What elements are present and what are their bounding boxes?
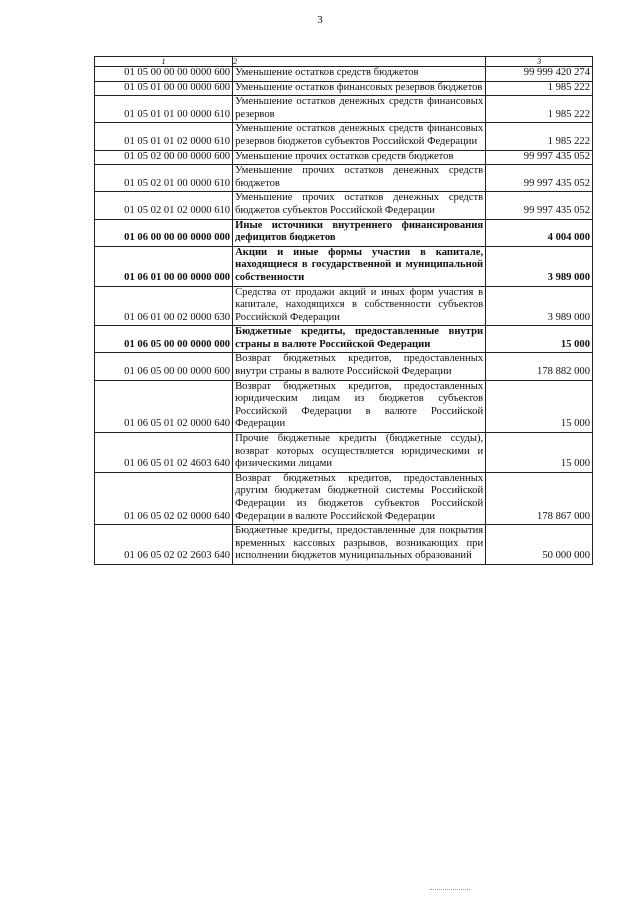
row-name: Бюджетные кредиты, предоставленные внутри страны в валюте Российской Федерации (233, 326, 486, 353)
row-name: Прочие бюджетные кредиты (бюджетные ссуды), возврат которых осуществляется юридическими и физическими лицами (233, 433, 486, 473)
row-name: Возврат бюджетных кредитов, предоставленных юридическим лицам из бюджетов субъектов Российской Федерации в валюте Российской Федерации (233, 380, 486, 432)
row-code: 01 05 02 01 02 0000 610 (95, 192, 233, 219)
row-code: 01 05 01 01 00 0000 610 (95, 96, 233, 123)
table-row (95, 81, 593, 96)
table-row (95, 326, 593, 353)
row-name: Уменьшение остатков средств бюджетов (233, 67, 486, 82)
row-amount: 178 867 000 (486, 472, 593, 524)
table-row (95, 472, 593, 524)
row-code: 01 06 05 01 02 0000 640 (95, 380, 233, 432)
table-row (95, 246, 593, 286)
row-amount: 99 997 435 052 (486, 165, 593, 192)
row-amount: 15 000 (486, 433, 593, 473)
table-row (95, 353, 593, 380)
row-amount: 15 000 (486, 326, 593, 353)
table-row (95, 96, 593, 123)
row-code: 01 06 01 00 02 0000 630 (95, 286, 233, 326)
row-code: 01 06 01 00 00 0000 000 (95, 246, 233, 286)
row-name: Возврат бюджетных кредитов, предоставленных другим бюджетам бюджетной системы Российской Федерации из бюджетов субъектов Российской Федерации в валюте Российской Федерации (233, 472, 486, 524)
table-row (95, 150, 593, 165)
table-row (95, 433, 593, 473)
row-code: 01 06 05 00 00 0000 600 (95, 353, 233, 380)
table-row (95, 380, 593, 432)
table-row (95, 165, 593, 192)
row-amount: 1 985 222 (486, 81, 593, 96)
row-amount: 99 997 435 052 (486, 150, 593, 165)
row-name: Уменьшение прочих остатков средств бюджетов (233, 150, 486, 165)
row-code: 01 06 05 02 02 2603 640 (95, 525, 233, 565)
row-code: 01 06 00 00 00 0000 000 (95, 219, 233, 246)
row-amount: 50 000 000 (486, 525, 593, 565)
row-code: 01 05 01 00 00 0000 600 (95, 81, 233, 96)
table-row (95, 286, 593, 326)
row-name: Уменьшение прочих остатков денежных средств бюджетов (233, 165, 486, 192)
table-row (95, 123, 593, 150)
row-amount: 4 004 000 (486, 219, 593, 246)
row-name: Уменьшение остатков финансовых резервов бюджетов (233, 81, 486, 96)
row-amount: 99 997 435 052 (486, 192, 593, 219)
row-code: 01 05 02 00 00 0000 600 (95, 150, 233, 165)
footer-scan-mark (430, 889, 470, 892)
row-name: Уменьшение прочих остатков денежных средств бюджетов субъектов Российской Федерации (233, 192, 486, 219)
row-amount: 15 000 (486, 380, 593, 432)
row-amount: 1 985 222 (486, 123, 593, 150)
column-header-amount: 3 (486, 57, 593, 67)
row-code: 01 06 05 00 00 0000 000 (95, 326, 233, 353)
row-name: Уменьшение остатков денежных средств финансовых резервов (233, 96, 486, 123)
row-code: 01 06 05 02 02 0000 640 (95, 472, 233, 524)
row-name: Средства от продажи акций и иных форм участия в капитале, находящихся в собственности субъектов Российской Федерации (233, 286, 486, 326)
row-amount: 178 882 000 (486, 353, 593, 380)
table-row (95, 525, 593, 565)
row-name: Возврат бюджетных кредитов, предоставленных внутри страны в валюте Российской Федерации (233, 353, 486, 380)
row-amount: 3 989 000 (486, 286, 593, 326)
row-amount: 3 989 000 (486, 246, 593, 286)
row-amount: 1 985 222 (486, 96, 593, 123)
page-number: 3 (317, 14, 323, 26)
table-row (95, 67, 593, 82)
row-name: Уменьшение остатков денежных средств финансовых резервов бюджетов субъектов Российской Федерации (233, 123, 486, 150)
row-amount: 99 999 420 274 (486, 67, 593, 82)
row-code: 01 06 05 01 02 4603 640 (95, 433, 233, 473)
row-name: Бюджетные кредиты, предоставленные для покрытия временных кассовых разрывов, возникающих при исполнении бюджетов муниципальных образований (233, 525, 486, 565)
table-body (95, 57, 593, 565)
table-row (95, 192, 593, 219)
row-code: 01 05 01 01 02 0000 610 (95, 123, 233, 150)
column-header-name: 2 (233, 57, 486, 67)
column-header-code: 1 (95, 57, 233, 67)
table-header-row (95, 57, 593, 67)
budget-sources-table (94, 56, 593, 565)
row-code: 01 05 02 01 00 0000 610 (95, 165, 233, 192)
row-code: 01 05 00 00 00 0000 600 (95, 67, 233, 82)
row-name: Акции и иные формы участия в капитале, находящиеся в государственной и муниципальной собственности (233, 246, 486, 286)
row-name: Иные источники внутреннего финансирования дефицитов бюджетов (233, 219, 486, 246)
table-row (95, 219, 593, 246)
